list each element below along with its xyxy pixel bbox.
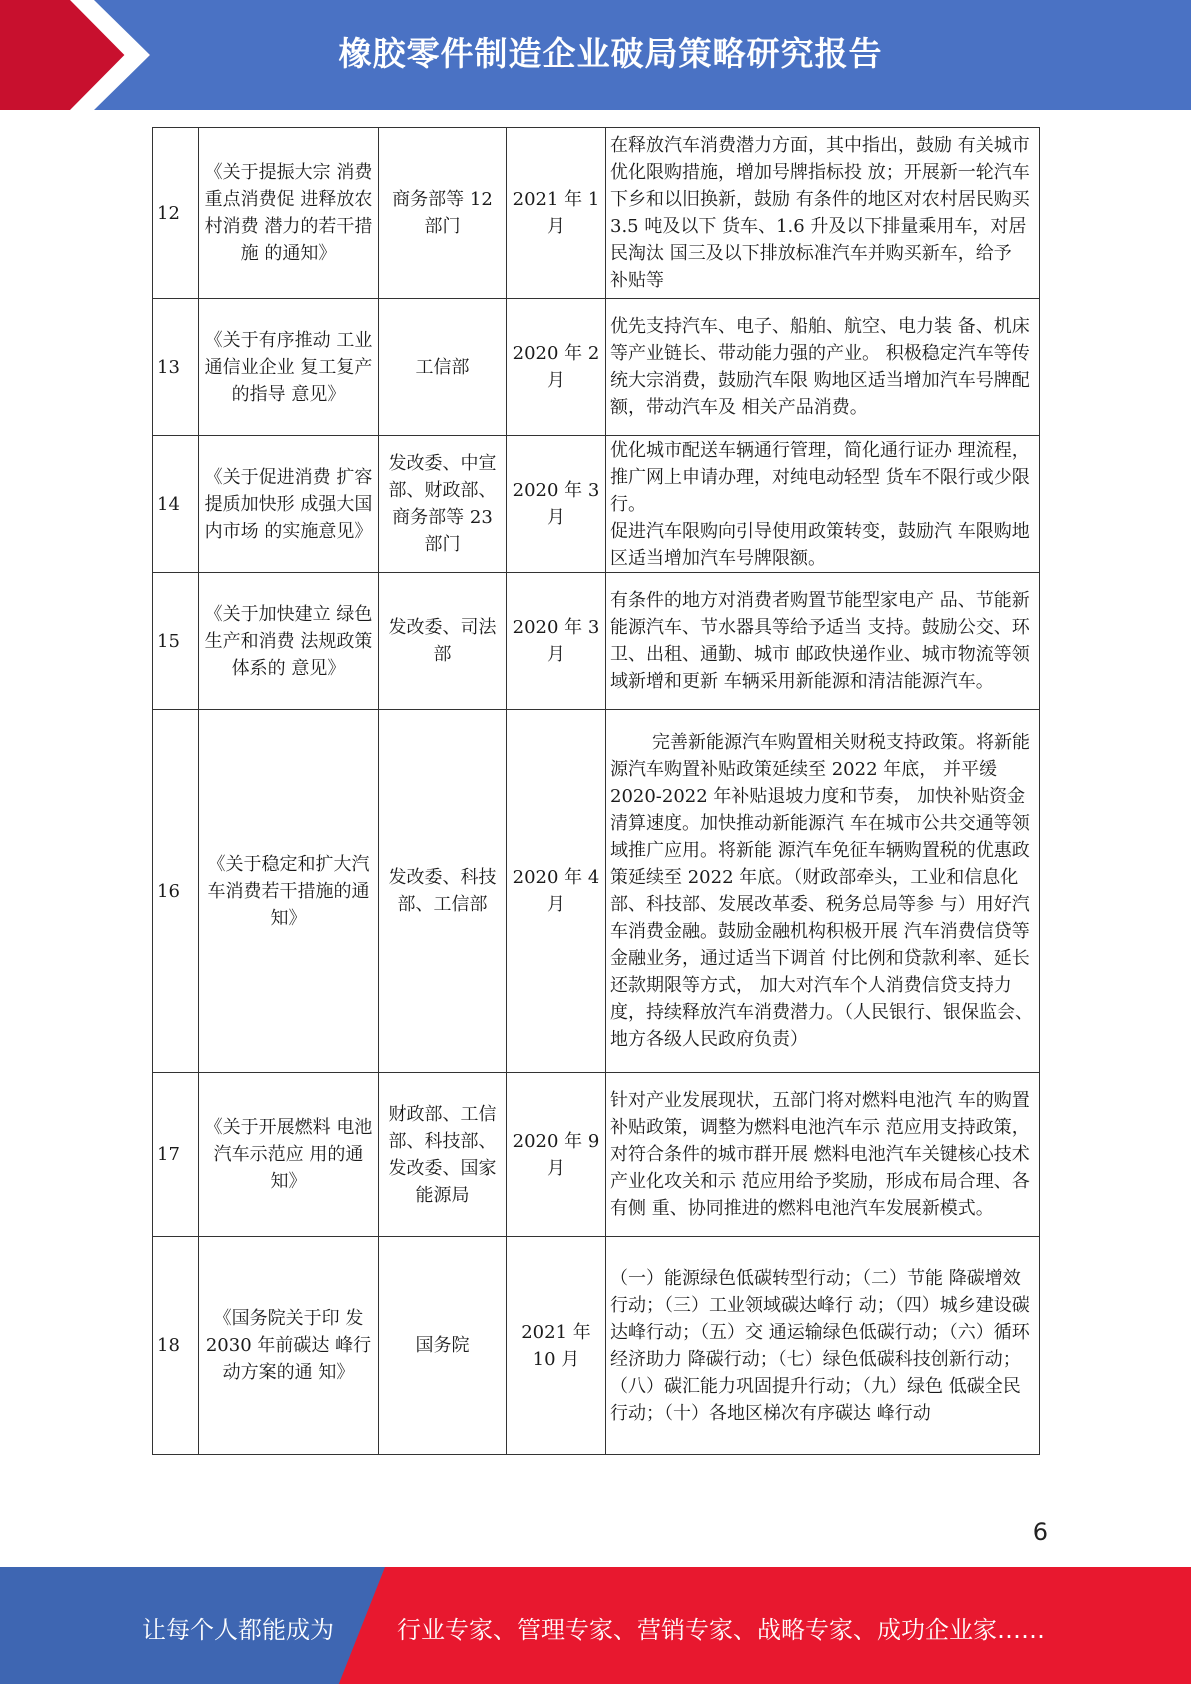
policy-table: [152, 127, 1040, 1455]
issue-date: 2020 年 3 月: [507, 436, 606, 573]
content-paragraph: 优化城市配送车辆通行管理，简化通行证办 理流程，推广网上申请办理，对纯电动轻型 货车不限行或少限行。: [610, 439, 1030, 515]
policy-name: 《关于开展燃料 电池汽车示范应 用的通知》: [199, 1073, 379, 1237]
policy-name: 《关于有序推动 工业通信业企业 复工复产的指导 意见》: [199, 299, 379, 436]
policy-content: [606, 1073, 1040, 1237]
policy-name: 《关于稳定和扩大汽车消费若干措施的通知》: [199, 710, 379, 1073]
row-number: 16: [153, 710, 199, 1073]
policy-content: [606, 436, 1040, 573]
content-paragraph: 在释放汽车消费潜力方面，其中指出，鼓励 有关城市优化限购措施，增加号牌指标投 放；开展新一轮汽车下乡和以旧换新，鼓励 有条件的地区对农村居民购买 3.5 吨及以下 货车、1.6 升及以下排量乘用车，对居民淘汰 国三及以下排放标准汽车并购买新车，给予 补贴等: [610, 135, 1030, 291]
content-paragraph: （八）碳汇能力巩固提升行动；（九）绿色 低碳全民行动；（十）各地区梯次有序碳达 峰行动: [610, 1375, 1021, 1424]
page-header: [0, 0, 1191, 110]
policy-content: [606, 299, 1040, 436]
table-row: [153, 573, 1040, 710]
issuing-department: 发改委、中宣部、财政部、商务部等 23 部门: [379, 436, 507, 573]
policy-content: [606, 128, 1040, 299]
policy-content: [606, 710, 1040, 1073]
page-number: 6: [1032, 1518, 1048, 1546]
row-number: 14: [153, 436, 199, 573]
table-row: [153, 128, 1040, 299]
issuing-department: 国务院: [379, 1237, 507, 1455]
row-number: 12: [153, 128, 199, 299]
content-paragraph: 促进汽车限购向引导使用政策转变，鼓励汽 车限购地区适当增加汽车号牌限额。: [610, 520, 1030, 569]
content-paragraph: 有条件的地方对消费者购置节能型家电产 品、节能新能源汽车、节水器具等给予适当 支持。鼓励公交、环卫、出租、通勤、城市 邮政快递作业、城市物流等领域新增和更新 车辆采用新能源和清洁能源汽车。: [610, 590, 1030, 692]
table-row: [153, 1073, 1040, 1237]
issue-date: 2020 年 9 月: [507, 1073, 606, 1237]
row-number: 18: [153, 1237, 199, 1455]
page-footer: [0, 1567, 1191, 1684]
report-title: 橡胶零件制造企业破局策略研究报告: [338, 34, 883, 73]
policy-name: 《国务院关于印 发 2030 年前碳达 峰行动方案的通 知》: [199, 1237, 379, 1455]
footer-slogan-right: 行业专家、管理专家、营销专家、战略专家、成功企业家……: [397, 1616, 1045, 1644]
policy-name: 《关于加快建立 绿色生产和消费 法规政策体系的 意见》: [199, 573, 379, 710]
policy-name: 《关于促进消费 扩容提质加快形 成强大国内市场 的实施意见》: [199, 436, 379, 573]
row-number: 17: [153, 1073, 199, 1237]
row-number: 13: [153, 299, 199, 436]
content-paragraph: 优先支持汽车、电子、船舶、航空、电力装 备、机床等产业链长、带动能力强的产业。 积极稳定汽车等传统大宗消费，鼓励汽车限 购地区适当增加汽车号牌配额，带动汽车及 相关产品消费。: [610, 316, 1030, 418]
table-row: [153, 436, 1040, 573]
content-paragraph: （一）能源绿色低碳转型行动；（二）节能 降碳增效行动；（三）工业领域碳达峰行 动；（四）城乡建设碳达峰行动；（五）交 通运输绿色低碳行动；（六）循环经济助力 降碳行动；（七）绿色低碳科技创新行动；: [610, 1267, 1030, 1370]
policy-content: [606, 573, 1040, 710]
issue-date: 2021 年 1 月: [507, 128, 606, 299]
issuing-department: 财政部、工信部、科技部、发改委、国家能源局: [379, 1073, 507, 1237]
content-paragraph: 针对产业发展现状，五部门将对燃料电池汽 车的购置补贴政策，调整为燃料电池汽车示 范应用支持政策，对符合条件的城市群开展 燃料电池汽车关键核心技术产业化攻关和示 范应用给予奖励，形成布局合理、各有侧 重、协同推进的燃料电池汽车发展新模式。: [610, 1090, 1030, 1219]
table-row: [153, 299, 1040, 436]
issuing-department: 发改委、科技部、工信部: [379, 710, 507, 1073]
issuing-department: 商务部等 12 部门: [379, 128, 507, 299]
issuing-department: 工信部: [379, 299, 507, 436]
issue-date: 2020 年 4 月: [507, 710, 606, 1073]
issuing-department: 发改委、司法部: [379, 573, 507, 710]
issue-date: 2020 年 3 月: [507, 573, 606, 710]
row-number: 15: [153, 573, 199, 710]
footer-slogan-left: 让每个人都能成为: [142, 1616, 334, 1644]
issue-date: 2020 年 2 月: [507, 299, 606, 436]
policy-name: 《关于提振大宗 消费重点消费促 进释放农村消费 潜力的若干措施 的通知》: [199, 128, 379, 299]
policy-content: [606, 1237, 1040, 1455]
table-row: [153, 710, 1040, 1073]
table-row: [153, 1237, 1040, 1455]
issue-date: 2021 年 10 月: [507, 1237, 606, 1455]
content-paragraph: 完善新能源汽车购置相关财税支持政策。将新能源汽车购置补贴政策延续至 2022 年底， 并平缓 2020-2022 年补贴退坡力度和节奏， 加快补贴资金清算速度。加快推动新能源汽 车在城市公共交通等领域推广应用。将新能 源汽车免征车辆购置税的优惠政策延续至 2022 年底。（财政部牵头，工业和信息化部、科技部、发展改革委、税务总局等参 与）用好汽车消费金融。鼓励金融机构积极开展 汽车消费信贷等金融业务，通过适当下调首 付比例和贷款利率、延长还款期限等方式， 加大对汽车个人消费信贷支持力度，持续释放汽车消费潜力。（人民银行、银保监会、 地方各级人民政府负责）: [610, 732, 1033, 1050]
